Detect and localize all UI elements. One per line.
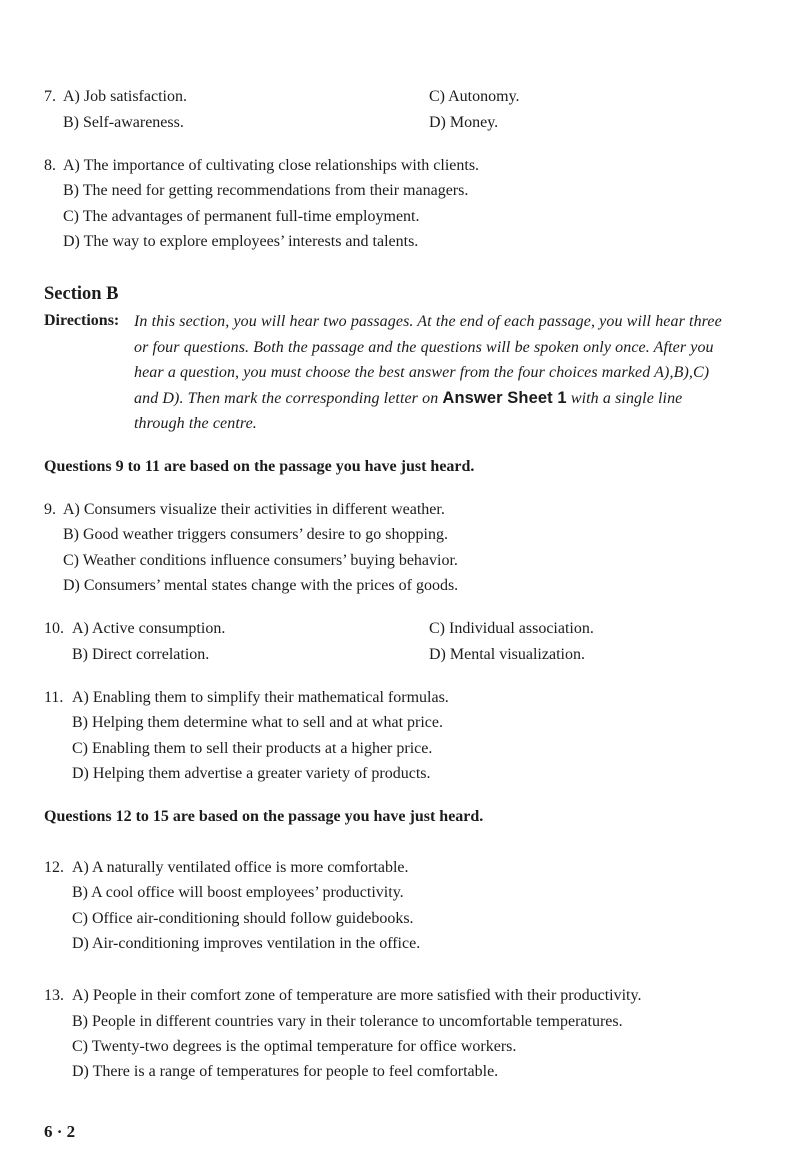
option-d: D) The way to explore employees’ interests and talents. (63, 233, 419, 250)
section-title: Section B (44, 284, 119, 304)
directions-label: Directions: (44, 312, 120, 329)
option-b: B) A cool office will boost employees’ productivity. (72, 884, 404, 901)
option-d: D) Mental visualization. (429, 646, 585, 663)
option-c: C) Enabling them to sell their products at a higher price. (72, 740, 433, 757)
question-number: 12. (44, 859, 64, 876)
option-a: A) People in their comfort zone of temperature are more satisfied with their productivity. (72, 987, 642, 1004)
answer-sheet-label: Answer Sheet 1 (442, 389, 567, 407)
question-number: 7. (44, 88, 56, 105)
option-a: A) Enabling them to simplify their mathematical formulas. (72, 689, 449, 706)
question-number: 9. (44, 501, 56, 518)
option-d: D) Air-conditioning improves ventilation in the office. (72, 935, 421, 952)
option-d: D) There is a range of temperatures for people to feel comfortable. (72, 1063, 499, 1080)
option-c: C) Twenty-two degrees is the optimal temperature for office workers. (72, 1038, 517, 1055)
option-b: B) Self-awareness. (63, 114, 184, 131)
question-number: 10. (44, 620, 64, 637)
directions-line: hear a question, you must choose the best answer from the four choices marked A),B),C) (134, 364, 710, 381)
option-b: B) The need for getting recommendations from their managers. (63, 182, 469, 199)
option-b: B) Direct correlation. (72, 646, 210, 663)
option-d: D) Helping them advertise a greater variety of products. (72, 765, 431, 782)
option-b: B) Helping them determine what to sell and at what price. (72, 714, 443, 731)
option-a: A) Active consumption. (72, 620, 226, 637)
question-number: 13. (44, 987, 64, 1004)
option-c: C) Weather conditions influence consumers’ buying behavior. (63, 552, 458, 569)
option-c: C) Autonomy. (429, 88, 520, 105)
passage-heading: Questions 9 to 11 are based on the passage you have just heard. (44, 458, 475, 475)
option-a: A) The importance of cultivating close relationships with clients. (63, 157, 480, 174)
option-a: A) Consumers visualize their activities in different weather. (63, 501, 445, 518)
directions-line: or four questions. Both the passage and the questions will be spoken only once. After you (134, 339, 714, 356)
option-d: D) Money. (429, 114, 499, 131)
directions-line: through the centre. (134, 415, 257, 432)
passage-heading: Questions 12 to 15 are based on the passage you have just heard. (44, 808, 484, 825)
option-a: A) A naturally ventilated office is more comfortable. (72, 859, 409, 876)
option-a: A) Job satisfaction. (63, 88, 187, 105)
question-number: 8. (44, 157, 56, 174)
option-c: C) The advantages of permanent full-time employment. (63, 208, 420, 225)
option-d: D) Consumers’ mental states change with the prices of goods. (63, 577, 459, 594)
option-b: B) Good weather triggers consumers’ desire to go shopping. (63, 526, 448, 543)
question-number: 11. (44, 689, 64, 706)
option-c: C) Office air-conditioning should follow guidebooks. (72, 910, 414, 927)
page-number: 6 · 2 (44, 1122, 76, 1141)
option-c: C) Individual association. (429, 620, 594, 637)
option-b: B) People in different countries vary in their tolerance to uncomfortable temperatures. (72, 1013, 623, 1030)
directions-line: and D). Then mark the corresponding letter on Answer Sheet 1 with a single line (134, 389, 683, 407)
directions-line: In this section, you will hear two passages. At the end of each passage, you will hear three (134, 313, 722, 330)
